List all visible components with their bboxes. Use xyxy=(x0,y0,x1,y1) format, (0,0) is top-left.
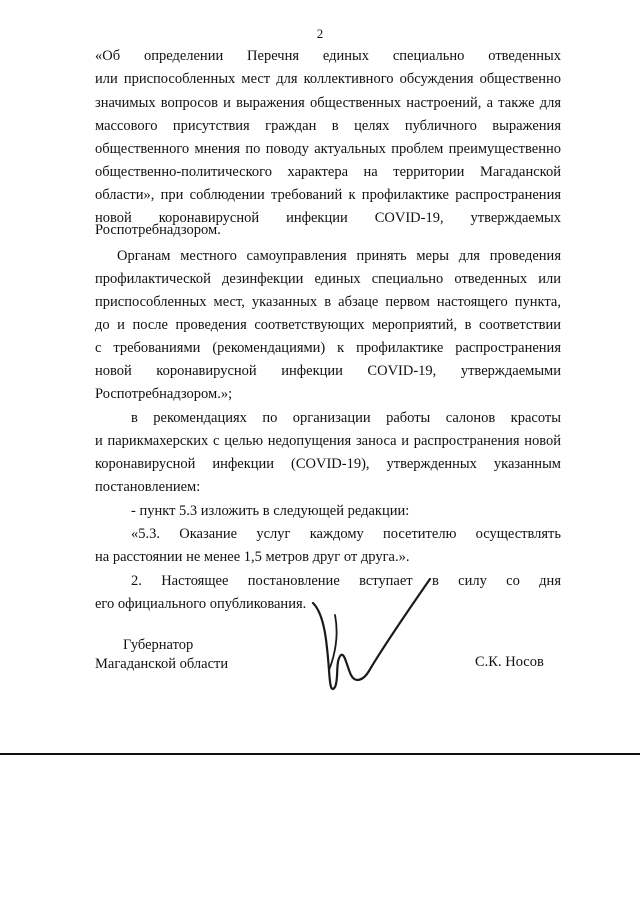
text-line: новой коронавирусной инфекции COVID-19, утверждаемых xyxy=(95,210,561,226)
text-line: - пункт 5.3 изложить в следующей редакции: xyxy=(131,503,410,519)
text-line: области», при соблюдении требований к профилактике распространения xyxy=(95,187,561,203)
text-line: общественно-политического характера на территории Магаданской xyxy=(95,164,561,180)
text-line: постановлением: xyxy=(95,479,201,495)
text-line: значимых вопросов и выражения общественных настроений, а также для xyxy=(95,95,561,111)
text-line: с требованиями (рекомендациями) к профилактике распространения xyxy=(95,340,561,356)
text-line: коронавирусной инфекции (COVID-19), утвержденных указанным xyxy=(95,456,561,472)
text-line: 2. Настоящее постановление вступает в силу со дня xyxy=(131,573,561,589)
signatory-title-line2: Магаданской области xyxy=(95,656,229,672)
text-line: новой коронавирусной инфекции COVID-19, утверждаемыми xyxy=(95,363,561,379)
text-line: и парикмахерских с целью недопущения заноса и распространения новой xyxy=(95,433,561,449)
text-line: массового присутствия граждан в целях публичного выражения xyxy=(95,118,561,134)
text-line: «5.3. Оказание услуг каждому посетителю осуществлять xyxy=(131,526,561,542)
text-line: Роспотребнадзором. xyxy=(95,222,221,238)
text-line: на расстоянии не менее 1,5 метров друг от друга.». xyxy=(95,549,410,565)
signatory-title xyxy=(95,636,228,674)
text-line: Органам местного самоуправления принять меры для проведения xyxy=(117,248,561,264)
text-line: приспособленных мест, указанных в абзаце первом настоящего пункта, xyxy=(95,294,561,310)
text-line: до и после проведения соответствующих мероприятий, в соответствии xyxy=(95,317,561,333)
text-line: «Об определении Перечня единых специально отведенных xyxy=(95,48,561,64)
text-line: его официального опубликования. xyxy=(95,596,307,612)
page-bottom-rule xyxy=(0,753,640,755)
signatory-title-line1: Губернатор xyxy=(123,637,194,653)
handwritten-signature xyxy=(305,575,445,705)
text-line: Роспотребнадзором.»; xyxy=(95,386,233,402)
signatory-name: С.К. Носов xyxy=(475,654,544,670)
page-number: 2 xyxy=(316,26,324,41)
text-line: общественного мнения по поводу актуальных проблем преимущественно xyxy=(95,141,561,157)
text-line: профилактической дезинфекции единых специально отведенных или xyxy=(95,271,561,287)
text-line: или приспособленных мест для коллективного обсуждения общественно xyxy=(95,71,561,87)
text-line: в рекомендациях по организации работы салонов красоты xyxy=(131,410,561,426)
